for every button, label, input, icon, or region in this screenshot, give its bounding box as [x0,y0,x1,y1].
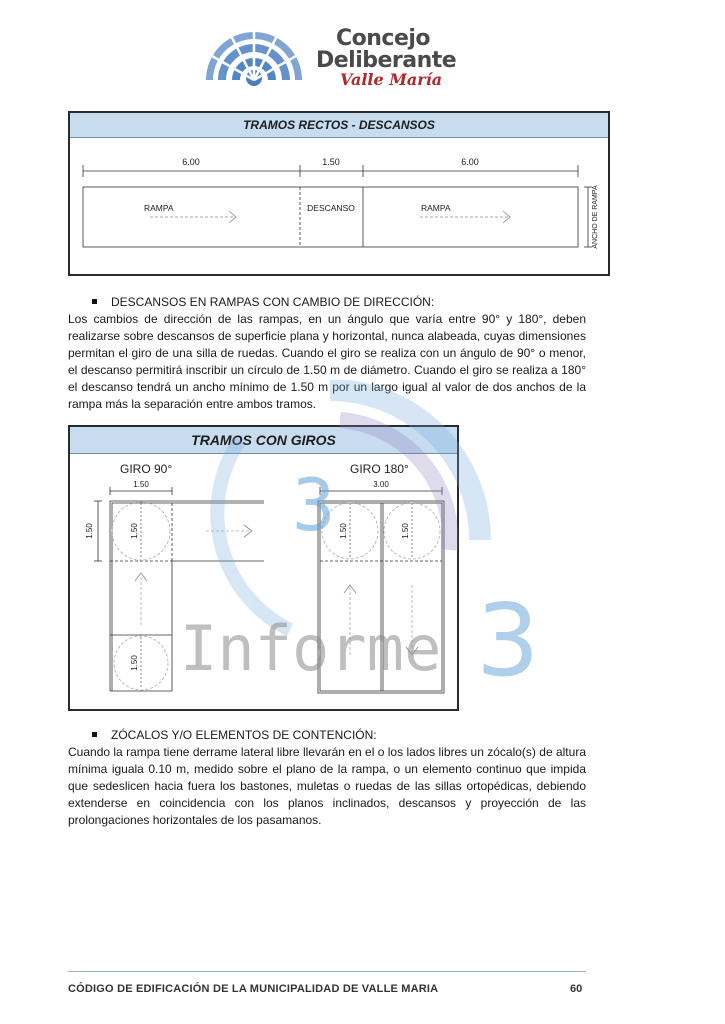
label-landing: DESCANSO [307,203,355,213]
bullet-landings-direction [92,295,434,309]
dim-180-top: 3.00 [373,480,389,489]
figure-title: TRAMOS CON GIROS [70,427,457,454]
bullet-text: DESCANSOS EN RAMPAS CON CAMBIO DE DIRECCIÓN: [111,295,435,309]
watermark-number-big: 3 [476,582,540,699]
dim-180-circle-right: 1.50 [401,523,410,539]
paragraph-curbs: Cuando la rampa tiene derrame lateral libre llevarán en el o los lados libres un zócalo(s) de altura mínima iguala 0.10 m, medido sobre el plano de la rampa, o un elemento continuo que impida que sedeslicen hacia fuera los bastones, muletas o ruedas de las sillas ortopédicas, debiendo extenderse en coincidencia con los planos inclinados, descansos y proyección de las prolongaciones horizontales de los pasamanos. [68,745,586,827]
watermark-word: Informe [180,612,442,685]
page-number: 60 [570,983,583,995]
paragraph-landings: Los cambios de dirección de las rampas, en un ángulo que varía entre 90° y 180°, deben realizarse sobre descansos de superficie plana y horizontal, nunca alabeada, cuyas dimensiones permitan el giro de una silla de ruedas. Cuando el giro se realiza con un ángulo de 90° o menor, el descanso permitirá inscribir un círculo de 1.50 m de diámetro. Cuando el giro se realiza a 180° el descanso tendrá un ancho mínimo de 1.50 m por un largo igual al valor de dos anchos de la rampa más la separación entre ambos tramos. [68,312,586,411]
straight-ramps-drawing [70,139,608,274]
label-ramp-left: RAMPA [144,203,174,213]
logo-line-valle-maria: Valle María [340,70,443,89]
logo-emblem-icon [204,22,304,94]
logo-line-deliberante: Deliberante [316,48,457,73]
bullet-square-icon [92,299,97,304]
label-ramp-right: RAMPA [421,203,451,213]
label-turn-180: GIRO 180° [350,462,409,476]
dim-180-circle-left: 1.50 [339,523,348,539]
logo-wordmark [316,26,456,94]
dim-90-circle-top: 1.50 [130,523,139,539]
figure-title: TRAMOS RECTOS - DESCANSOS [70,113,608,138]
dim-90-side: 1.50 [85,523,94,539]
footer-divider [68,971,586,972]
bullet-curbs [92,728,377,742]
figure-straight-ramps [68,111,610,276]
watermark-number-top: 3 [292,463,336,547]
footer-title: CÓDIGO DE EDIFICACIÓN DE LA MUNICIPALIDAD DE VALLE MARIA [68,983,439,995]
dim-landing: 1.50 [322,157,340,167]
bullet-text: ZÓCALOS Y/O ELEMENTOS DE CONTENCIÓN: [111,728,377,742]
watermark-informe3 [180,380,540,710]
bullet-square-icon [92,732,97,737]
dim-90-top: 1.50 [133,480,149,489]
label-turn-90: GIRO 90° [120,462,173,476]
dim-ramp-left: 6.00 [182,157,200,167]
dim-ramp-right: 6.00 [461,157,479,167]
label-ramp-width: ANCHO DE RAMPA [592,185,599,249]
dim-90-circle-bottom: 1.50 [130,655,139,671]
logo-line-concejo: Concejo [336,26,431,51]
